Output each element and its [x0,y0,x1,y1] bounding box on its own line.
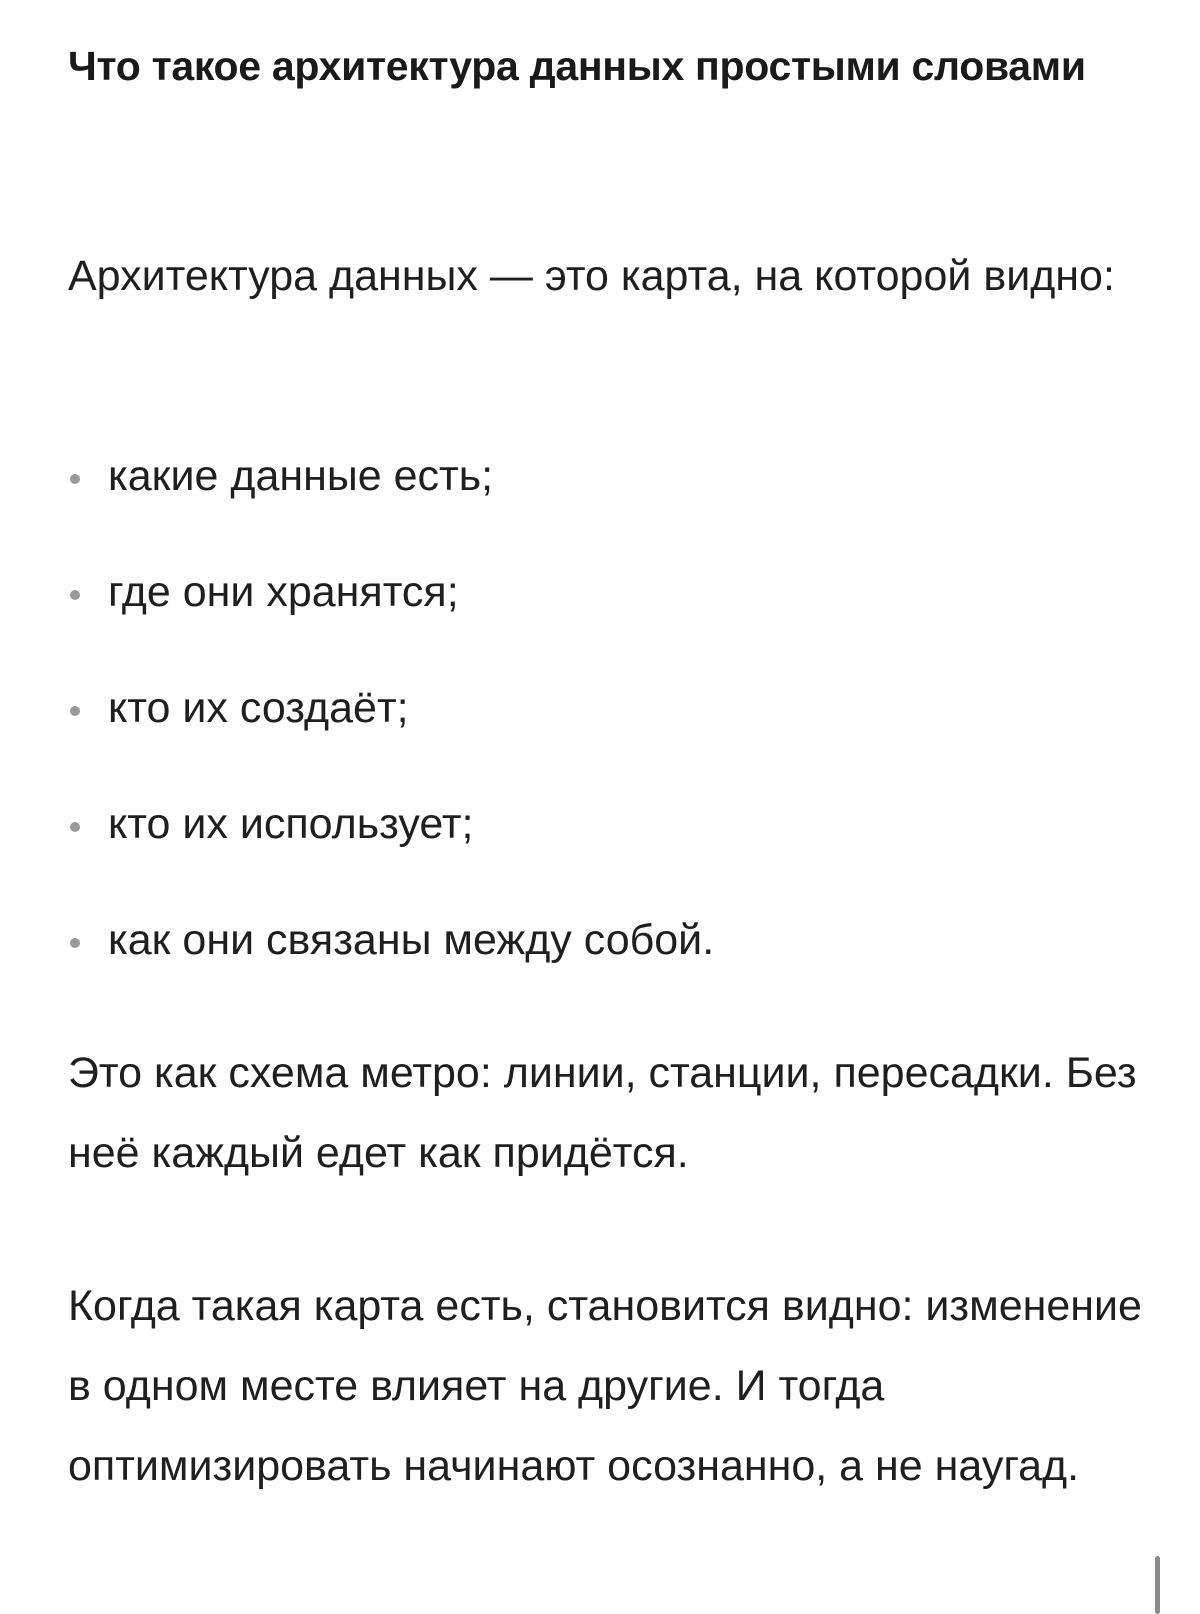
scrollbar[interactable] [1155,1556,1160,1614]
conclusion-paragraph: Когда такая карта есть, становится видно: изменение в одном месте влияет на другие. И тогда оптимизировать начинают осознанно, а не наугад. [68,1282,1142,1490]
bullet-dot-icon [70,822,80,832]
list-item-text: где они хранятся; [108,568,459,616]
bullet-dot-icon [70,474,80,484]
bullet-dot-icon [70,590,80,600]
list-item-text: кто их создаёт; [108,684,409,732]
metro-paragraph: Это как схема метро: линии, станции, пересадки. Без неё каждый едет как придётся. [68,1049,1137,1177]
article-heading: Что такое архитектура данных простыми словами [68,43,1086,89]
bullet-dot-icon [70,938,80,948]
list-item-text: какие данные есть; [108,452,494,500]
bullet-dot-icon [70,706,80,716]
intro-paragraph: Архитектура данных — это карта, на которой видно: [68,252,1115,300]
list-item-text: как они связаны между собой. [108,916,715,964]
list-item-text: кто их использует; [108,800,474,848]
